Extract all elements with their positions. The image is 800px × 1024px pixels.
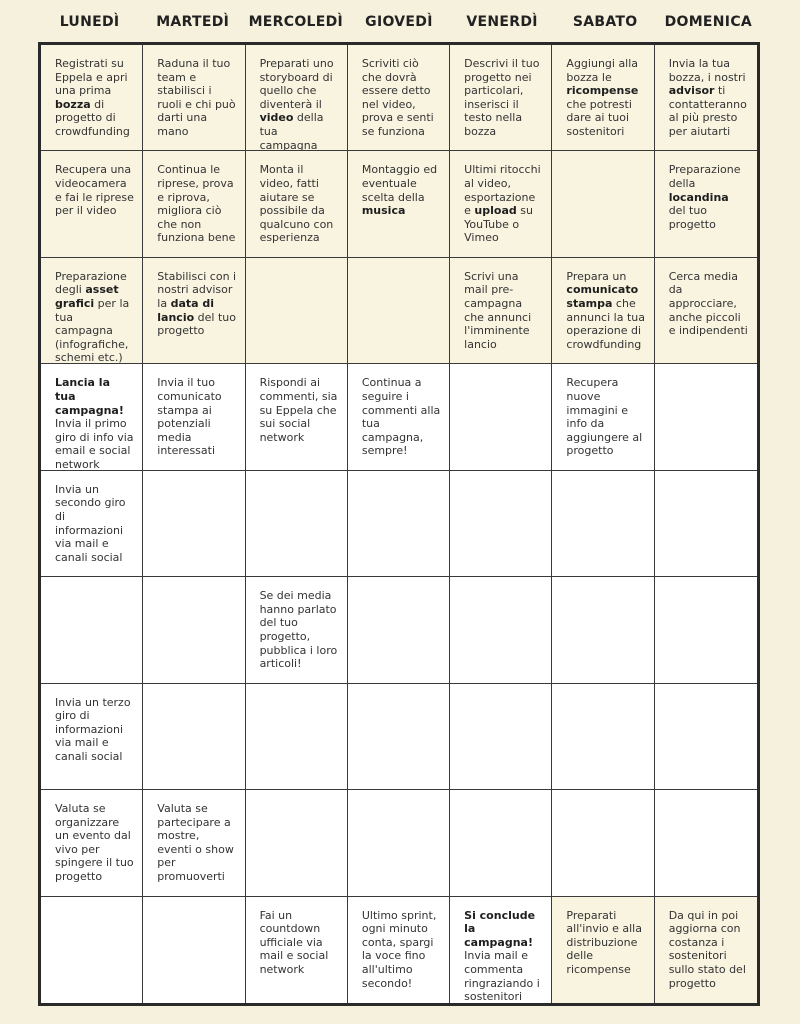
calendar-cell-r8-venerd [450,790,552,896]
task-text-bold: comunicato stampa [566,283,639,311]
task-text: Registrati su Eppela e apri una prima [55,57,128,98]
calendar-cell-r8-sabato [552,790,654,896]
calendar-cell-r9-mercoled [246,897,348,1003]
task-text-bold: video [259,111,294,125]
calendar-cell-r8-marted [143,790,245,896]
day-header-5: VENERDÌ [466,14,538,30]
task-text: Rispondi ai commenti, sia su Eppela che sui social network [259,376,338,444]
calendar-cell-r9-sabato [552,897,654,1003]
task-text: Montaggio ed eventuale scelta della [361,163,438,204]
calendar-cell-r5-marted [143,471,245,577]
calendar-cell-r2-venerd [450,151,552,257]
calendar-cell-r3-gioved [348,258,450,364]
calendar-cell-r2-marted [143,151,245,257]
calendar-cell-r3-domenica [655,258,757,364]
task-text: Invia mail e commenta ringraziando i sostenitori [464,949,540,1003]
calendar-cell-r7-marted [143,684,245,790]
calendar-cell-r5-mercoled [246,471,348,577]
task-text: Invia la tua bozza, i nostri [668,57,746,84]
task-text: che annunci la tua operazione di crowdfunding [566,297,645,351]
task-text-bold: ricompense [566,84,639,98]
calendar-cell-r3-mercoled [246,258,348,364]
task-text: Fai un countdown ufficiale via mail e social network [259,908,329,976]
task-text: Aggiungi alla bozza le [566,57,639,84]
calendar-cell-r7-venerd [450,684,552,790]
task-text: Scriviti ciò che dovrà essere detto nel video, prova e senti se funziona [361,57,434,138]
weekday-header [38,0,760,44]
calendar-cell-r4-sabato [552,364,654,470]
calendar-cell-r5-luned [41,471,143,577]
task-text: Preparazione degli [55,269,127,297]
day-header-3: MERCOLEDÌ [248,14,344,30]
task-text: Se dei media hanno parlato del tuo progetto, pubblica i loro articoli! [259,589,338,671]
calendar-cell-r4-mercoled [246,364,348,470]
task-text: Descrivi il tuo progetto nei particolari, inserisci il testo nella bozza [464,57,540,138]
calendar-cell-r8-luned [41,790,143,896]
calendar-cell-r6-venerd [450,577,552,683]
task-text: Recupera nuove immagini e info da aggiungere al progetto [566,376,643,458]
calendar-cell-r4-marted [143,364,245,470]
calendar-cell-r9-luned [41,897,143,1003]
calendar-cell-r5-domenica [655,471,757,577]
day-header-2: MARTEDÌ [156,14,230,30]
task-text: Ultimo sprint, ogni minuto conta, spargi la voce fino all'ultimo secondo! [361,908,437,990]
calendar-cell-r6-domenica [655,577,757,683]
task-text-bold: asset grafici [55,283,119,311]
calendar-cell-r8-gioved [348,790,450,896]
task-text: Preparati all'invio e alla distribuzione delle ricompense [566,908,642,976]
task-text: Invia il tuo comunicato stampa ai potenziali media interessati [157,376,222,458]
task-text-bold: musica [361,204,406,218]
task-text: della tua campagna [259,111,324,152]
task-text: del tuo progetto [668,204,716,231]
calendar-cell-r1-mercoled [246,45,348,151]
task-text: Ultimi ritocchi al video, esportazione e [464,163,541,218]
task-text: Invia il primo giro di info via email e social network [55,417,134,471]
calendar-cell-r5-venerd [450,471,552,577]
calendar-cell-r9-gioved [348,897,450,1003]
task-text: di progetto di crowdfunding [55,97,130,138]
calendar-cell-r2-mercoled [246,151,348,257]
calendar-cell-r1-luned [41,45,143,151]
task-text: Preparati uno storyboard di quello che diventerà il [259,57,334,111]
calendar-cell-r6-mercoled [246,577,348,683]
calendar-cell-r9-venerd [450,897,552,1003]
calendar-cell-r9-marted [143,897,245,1003]
task-text-bold: advisor [668,84,715,98]
calendar-cell-r7-mercoled [246,684,348,790]
calendar-cell-r6-marted [143,577,245,683]
task-text: Cerca media da approcciare, anche piccoli e indipendenti [668,269,748,338]
task-text-bold: locandina [668,190,729,204]
calendar-cell-r3-marted [143,258,245,364]
task-text-bold: bozza [55,97,91,111]
task-text: Scrivi una mail pre-campagna che annunci l'imminente lancio [464,269,532,351]
day-header-1: LUNEDÌ [59,14,120,30]
task-text: Valuta se organizzare un evento dal vivo per spingere il tuo progetto [55,802,134,884]
task-text: Preparazione della [668,163,741,191]
calendar-cell-r3-sabato [552,258,654,364]
calendar-cell-r8-mercoled [246,790,348,896]
calendar-cell-r8-domenica [655,790,757,896]
calendar-cell-r4-domenica [655,364,757,470]
calendar-cell-r3-venerd [450,258,552,364]
calendar-cell-r2-gioved [348,151,450,257]
task-text: Monta il video, fatti aiutare se possibile da qualcuno con esperienza [259,163,334,245]
calendar-cell-r1-marted [143,45,245,151]
calendar-cell-r3-luned [41,258,143,364]
calendar-cell-r4-gioved [348,364,450,470]
task-text: ti contatteranno al più presto per aiutarti [668,84,747,138]
calendar-cell-r5-gioved [348,471,450,577]
calendar-cell-r7-luned [41,684,143,790]
task-text: che potresti dare ai tuoi sostenitori [566,97,632,138]
calendar-cell-r5-sabato [552,471,654,577]
task-text: del tuo progetto [157,310,236,338]
task-text: Recupera una videocamera e fai le riprese per il video [55,163,134,218]
task-text: Da qui in poi aggiorna con costanza i sostenitori sullo stato del progetto [668,908,746,990]
calendar-cell-r2-sabato [552,151,654,257]
task-text: Stabilisci con i nostri advisor la [157,269,237,311]
calendar-cell-r1-venerd [450,45,552,151]
task-text: Prepara un [566,269,627,283]
calendar-cell-r6-luned [41,577,143,683]
calendar-cell-r1-sabato [552,45,654,151]
calendar-cell-r2-domenica [655,151,757,257]
task-text-bold: data di lancio [157,297,215,324]
calendar-cell-r1-domenica [655,45,757,151]
task-text: Raduna il tuo team e stabilisci i ruoli e chi può darti una mano [157,57,236,138]
day-header-4: GIOVEDÌ [365,14,433,30]
calendar-cell-r4-venerd [450,364,552,470]
task-text: Valuta se partecipare a mostre, eventi o show per promuoverti [157,802,234,884]
calendar-cell-r7-sabato [552,684,654,790]
task-text-bold: Si conclude la campagna! [464,908,536,949]
calendar-cell-r6-sabato [552,577,654,683]
task-text: Invia un secondo giro di informazioni via mail e canali social [55,482,126,564]
calendar-cell-r7-domenica [655,684,757,790]
calendar-cell-r1-gioved [348,45,450,151]
task-text: Continua a seguire i commenti alla tua campagna, sempre! [361,376,441,458]
calendar-cell-r4-luned [41,364,143,470]
calendar-grid [38,42,760,1006]
calendar-cell-r6-gioved [348,577,450,683]
task-text: Invia un terzo giro di informazioni via mail e canali social [55,695,131,764]
task-text-bold: Lancia la tua campagna! [55,376,124,417]
calendar-cell-r9-domenica [655,897,757,1003]
calendar-cell-r2-luned [41,151,143,257]
task-text-bold: upload [474,204,517,218]
task-text: Continua le riprese, prova e riprova, migliora ciò che non funziona bene [157,163,236,245]
day-header-6: SABATO [572,14,638,30]
day-header-7: DOMENICA [664,14,753,30]
calendar-cell-r7-gioved [348,684,450,790]
task-text: su YouTube o Vimeo [464,204,533,245]
task-text: per la tua campagna (infografiche, schemi etc.) [55,297,130,365]
